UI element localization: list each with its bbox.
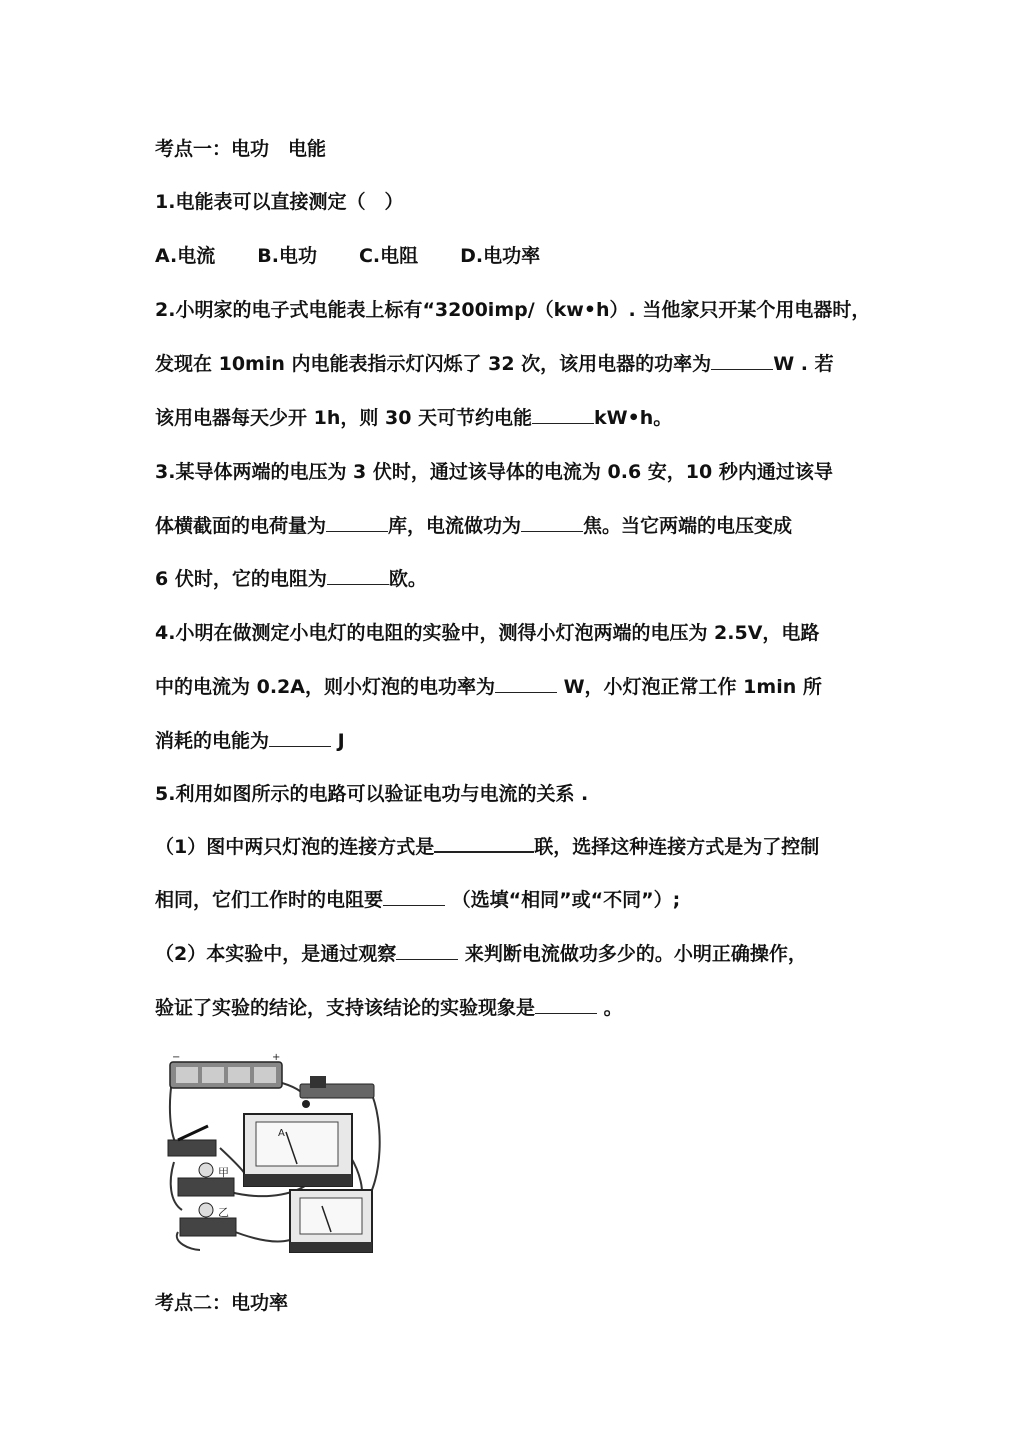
text: 焦。当它两端的电压变成 [583, 515, 793, 537]
circuit-diagram [160, 1052, 386, 1262]
ammeter-1 [244, 1114, 352, 1186]
question-3-line-3 [155, 566, 427, 592]
question-5-line-1: 5.利用如图所示的电路可以验证电功与电流的关系 . [155, 783, 589, 805]
wire [365, 1090, 380, 1202]
answer-blank[interactable] [495, 674, 557, 693]
question-1-options [155, 243, 582, 269]
text: J [331, 730, 345, 752]
question-3-line-2 [155, 513, 792, 539]
switch [168, 1126, 216, 1156]
text: 联，选择这种连接方式是为了控制 [534, 836, 820, 858]
minus-label: − [172, 1052, 181, 1063]
question-5-line-5 [155, 995, 623, 1021]
answer-blank[interactable] [326, 513, 388, 532]
question-1-stem: 1.电能表可以直接测定（ ） [155, 191, 404, 213]
text: 该用电器每天少开 1h，则 30 天可节约电能 [155, 407, 533, 429]
text: 欧。 [388, 568, 427, 590]
text: （2）本实验中，是通过观察 [155, 943, 397, 965]
question-5-line-3 [155, 887, 680, 913]
answer-blank[interactable] [383, 887, 445, 906]
rheostat [300, 1076, 374, 1108]
text: 6 伏时，它的电阻为 [155, 568, 327, 590]
answer-blank[interactable] [535, 995, 597, 1014]
answer-blank[interactable] [711, 351, 773, 370]
text: 体横截面的电荷量为 [155, 515, 327, 537]
wire [230, 1230, 290, 1242]
plus-label: + [272, 1052, 281, 1063]
answer-blank[interactable] [396, 941, 458, 960]
text: W，小灯泡正常工作 1min 所 [556, 676, 822, 698]
text: 库，电流做功为 [388, 515, 522, 537]
text: （1）图中两只灯泡的连接方式是 [155, 836, 435, 858]
ammeter-1-label: A [278, 1128, 285, 1139]
option-b: B.电功 [257, 245, 317, 267]
question-4-line-3 [155, 728, 345, 754]
text: （选填“相同”或“不同”）; [445, 889, 681, 911]
wire [170, 1080, 176, 1144]
answer-blank[interactable] [269, 728, 331, 747]
question-5-line-2 [155, 833, 819, 860]
option-c: C.电阻 [358, 245, 419, 267]
answer-blank[interactable] [521, 513, 583, 532]
lamp-holder-jia [178, 1163, 234, 1196]
question-5-line-4 [155, 941, 807, 967]
option-d: D.电功率 [460, 245, 541, 267]
question-3-line-1: 3.某导体两端的电压为 3 伏时，通过该导体的电流为 0.6 安，10 秒内通过该导 [155, 461, 833, 483]
lamp-holder-yi [180, 1203, 236, 1236]
question-2-line-1: 2.小明家的电子式电能表上标有“3200imp/（kw•h）. 当他家只开某个用电器时， [155, 299, 871, 321]
text: W . 若 [773, 353, 834, 375]
option-a: A.电流 [155, 245, 216, 267]
text: 。 [597, 997, 623, 1019]
text: 发现在 10min 内电能表指示灯闪烁了 32 次，该用电器的功率为 [155, 353, 712, 375]
text: 来判断电流做功多少的。小明正确操作， [458, 943, 807, 965]
text: 中的电流为 0.2A，则小灯泡的电功率为 [155, 676, 495, 698]
question-2-line-3 [155, 405, 672, 431]
section-heading-1: 考点一：电功 电能 [155, 138, 327, 160]
text: 验证了实验的结论，支持该结论的实验现象是 [155, 997, 536, 1019]
question-4-line-2 [155, 674, 822, 700]
section-heading-2: 考点二：电功率 [155, 1292, 289, 1314]
answer-blank[interactable] [434, 833, 534, 853]
question-4-line-1: 4.小明在做测定小电灯的电阻的实验中，测得小灯泡两端的电压为 2.5V，电路 [155, 622, 820, 644]
text: 相同，它们工作时的电阻要 [155, 889, 384, 911]
lamp-jia-label: 甲 [218, 1166, 229, 1179]
answer-blank[interactable] [327, 566, 389, 585]
question-2-line-2 [155, 351, 834, 377]
text: kW•h。 [594, 407, 673, 429]
text: 消耗的电能为 [155, 730, 270, 752]
answer-blank[interactable] [532, 405, 594, 424]
ammeter-2 [290, 1190, 372, 1252]
lamp-yi-label: 乙 [218, 1206, 229, 1219]
